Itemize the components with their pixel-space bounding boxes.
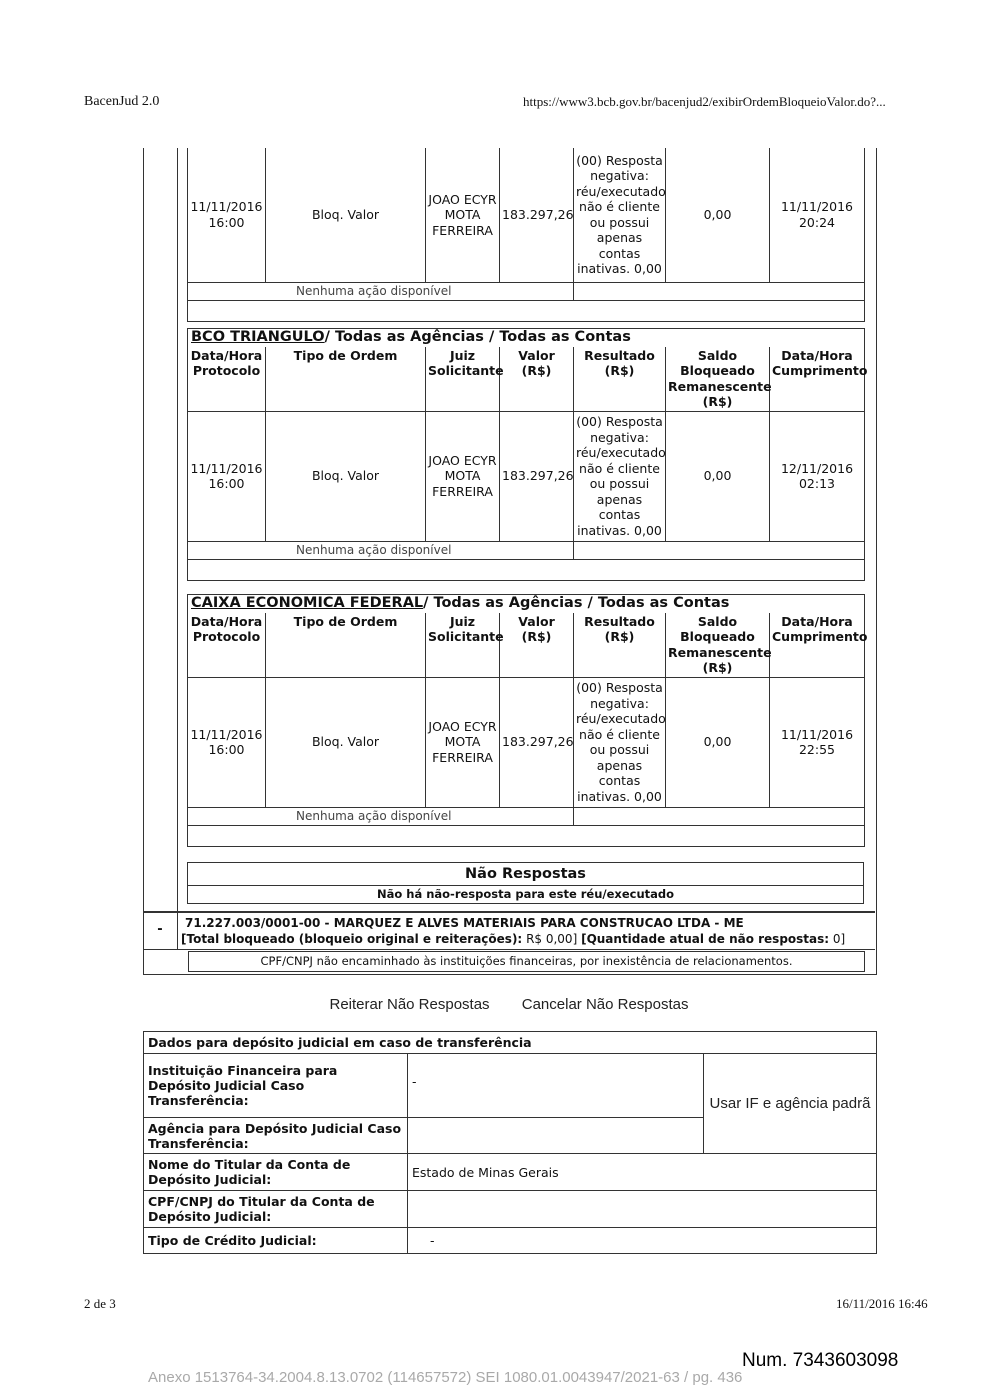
cell-tipo: Bloq. Valor [266,411,426,541]
cell-juiz: JOAO ECYR MOTA FERREIRA [426,148,500,282]
col-header-saldo: Saldo Bloqueado Remanescente (R$) [666,613,770,678]
table-row [188,411,865,541]
cell-resultado: (00) Resposta negativa: réu/executado não é cliente ou possui apenas contas inativas. 0,00 [574,148,666,282]
deposit-title: Dados para depósito judicial em caso de transferência [144,1032,877,1054]
cpf-titular-label: CPF/CNPJ do Titular da Conta de Depósito Judicial: [144,1191,408,1228]
cell-data-hora: 11/11/2016 16:00 [188,411,266,541]
titular-label: Nome do Titular da Conta de Depósito Judicial: [144,1154,408,1191]
table-row [188,677,865,807]
agencia-label: Agência para Depósito Judicial Caso Transferência: [144,1118,408,1154]
cell-juiz: JOAO ECYR MOTA FERREIRA [426,677,500,807]
collapse-toggle[interactable]: - [143,913,178,949]
instituicao-value[interactable]: - [408,1054,704,1118]
party-summary [143,911,875,950]
usar-if-padrao-button[interactable]: Usar IF e agência padrã [704,1054,877,1154]
document-number-stamp: Num. 7343603098 [742,1350,899,1371]
cell-valor: 183.297,26 [500,148,574,282]
nao-respostas-subtitle: Não há não-resposta para este réu/executado [187,886,864,904]
annex-stamp: Anexo 1513764-34.2004.8.13.0702 (114657572) SEI 1080.01.0043947/2021-63 / pg. 436 [148,1369,743,1386]
col-header-resultado: Resultado (R$) [574,347,666,412]
table-row [188,148,865,282]
page-number: 2 de 3 [84,1296,116,1311]
print-datetime: 16/11/2016 16:46 [836,1296,928,1311]
cell-valor: 183.297,26 [500,677,574,807]
no-action-text: Nenhuma ação disponível [188,541,574,560]
col-header-cumprimento: Data/Hora Cumprimento [770,613,865,678]
cpf-titular-value [408,1191,877,1228]
previous-bank-table [187,148,865,322]
no-action-text: Nenhuma ação disponível [188,807,574,826]
col-header-juiz: Juiz Solicitante [426,613,500,678]
actions-bar [143,994,875,1016]
col-header-valor: Valor (R$) [500,347,574,412]
cell-tipo: Bloq. Valor [266,148,426,282]
col-header-valor: Valor (R$) [500,613,574,678]
col-header-saldo: Saldo Bloqueado Remanescente (R$) [666,347,770,412]
deposit-table [143,1031,877,1254]
col-header-juiz: Juiz Solicitante [426,347,500,412]
tipo-credito-value: - [408,1228,877,1254]
tipo-credito-label: Tipo de Crédito Judicial: [144,1228,408,1254]
cell-data-hora: 11/11/2016 16:00 [188,677,266,807]
cell-resultado: (00) Resposta negativa: réu/executado não é cliente ou possui apenas contas inativas. 0,00 [574,411,666,541]
col-header-resultado: Resultado (R$) [574,613,666,678]
bank-title: CAIXA ECONOMICA FEDERAL/ Todas as Agências / Todas as Contas [188,595,865,613]
cell-cumprimento: 11/11/2016 20:24 [770,148,865,282]
bank-table [187,594,868,847]
bank-block-caixa [187,594,868,847]
col-header-cumprimento: Data/Hora Cumprimento [770,347,865,412]
nao-respostas-section [187,862,864,904]
cell-tipo: Bloq. Valor [266,677,426,807]
no-action-text: Nenhuma ação disponível [188,282,574,301]
page-url: https://www3.bcb.gov.br/bacenjud2/exibirOrdemBloqueioValor.do?... [523,94,886,109]
nao-respostas-title: Não Respostas [187,862,864,886]
cell-resultado: (00) Resposta negativa: réu/executado não é cliente ou possui apenas contas inativas. 0,00 [574,677,666,807]
reiterar-button[interactable]: Reiterar Não Respostas [329,996,490,1013]
previous-bank-block [187,148,864,322]
agencia-field[interactable] [408,1118,704,1154]
col-header-tipo: Tipo de Ordem [266,613,426,678]
cell-cumprimento: 12/11/2016 02:13 [770,411,865,541]
party-totals: [Total bloqueado (bloqueio original e reiterações): R$ 0,00] [Quantidade atual de não respostas: 0] [181,932,846,946]
cell-juiz: JOAO ECYR MOTA FERREIRA [426,411,500,541]
cell-data-hora: 11/11/2016 16:00 [188,148,266,282]
cancelar-button[interactable]: Cancelar Não Respostas [521,996,689,1013]
party-name: 71.227.003/0001-00 - MARQUEZ E ALVES MATERIAIS PARA CONSTRUCAO LTDA - ME [185,916,744,930]
cpf-note: CPF/CNPJ não encaminhado às instituições financeiras, por inexistência de relacionamentos. [188,951,865,972]
titular-value: Estado de Minas Gerais [408,1154,877,1191]
cell-saldo: 0,00 [666,677,770,807]
bank-title: BCO TRIANGULO/ Todas as Agências / Todas as Contas [188,329,865,347]
cell-cumprimento: 11/11/2016 22:55 [770,677,865,807]
bank-block-bco-triangulo [187,328,868,581]
col-header-data-hora: Data/Hora Protocolo [188,347,266,412]
col-header-tipo: Tipo de Ordem [266,347,426,412]
cell-valor: 183.297,26 [500,411,574,541]
app-title: BacenJud 2.0 [84,94,160,109]
bank-table [187,328,868,581]
cell-saldo: 0,00 [666,411,770,541]
col-header-data-hora: Data/Hora Protocolo [188,613,266,678]
instituicao-label: Instituição Financeira para Depósito Judicial Caso Transferência: [144,1054,408,1118]
cell-saldo: 0,00 [666,148,770,282]
